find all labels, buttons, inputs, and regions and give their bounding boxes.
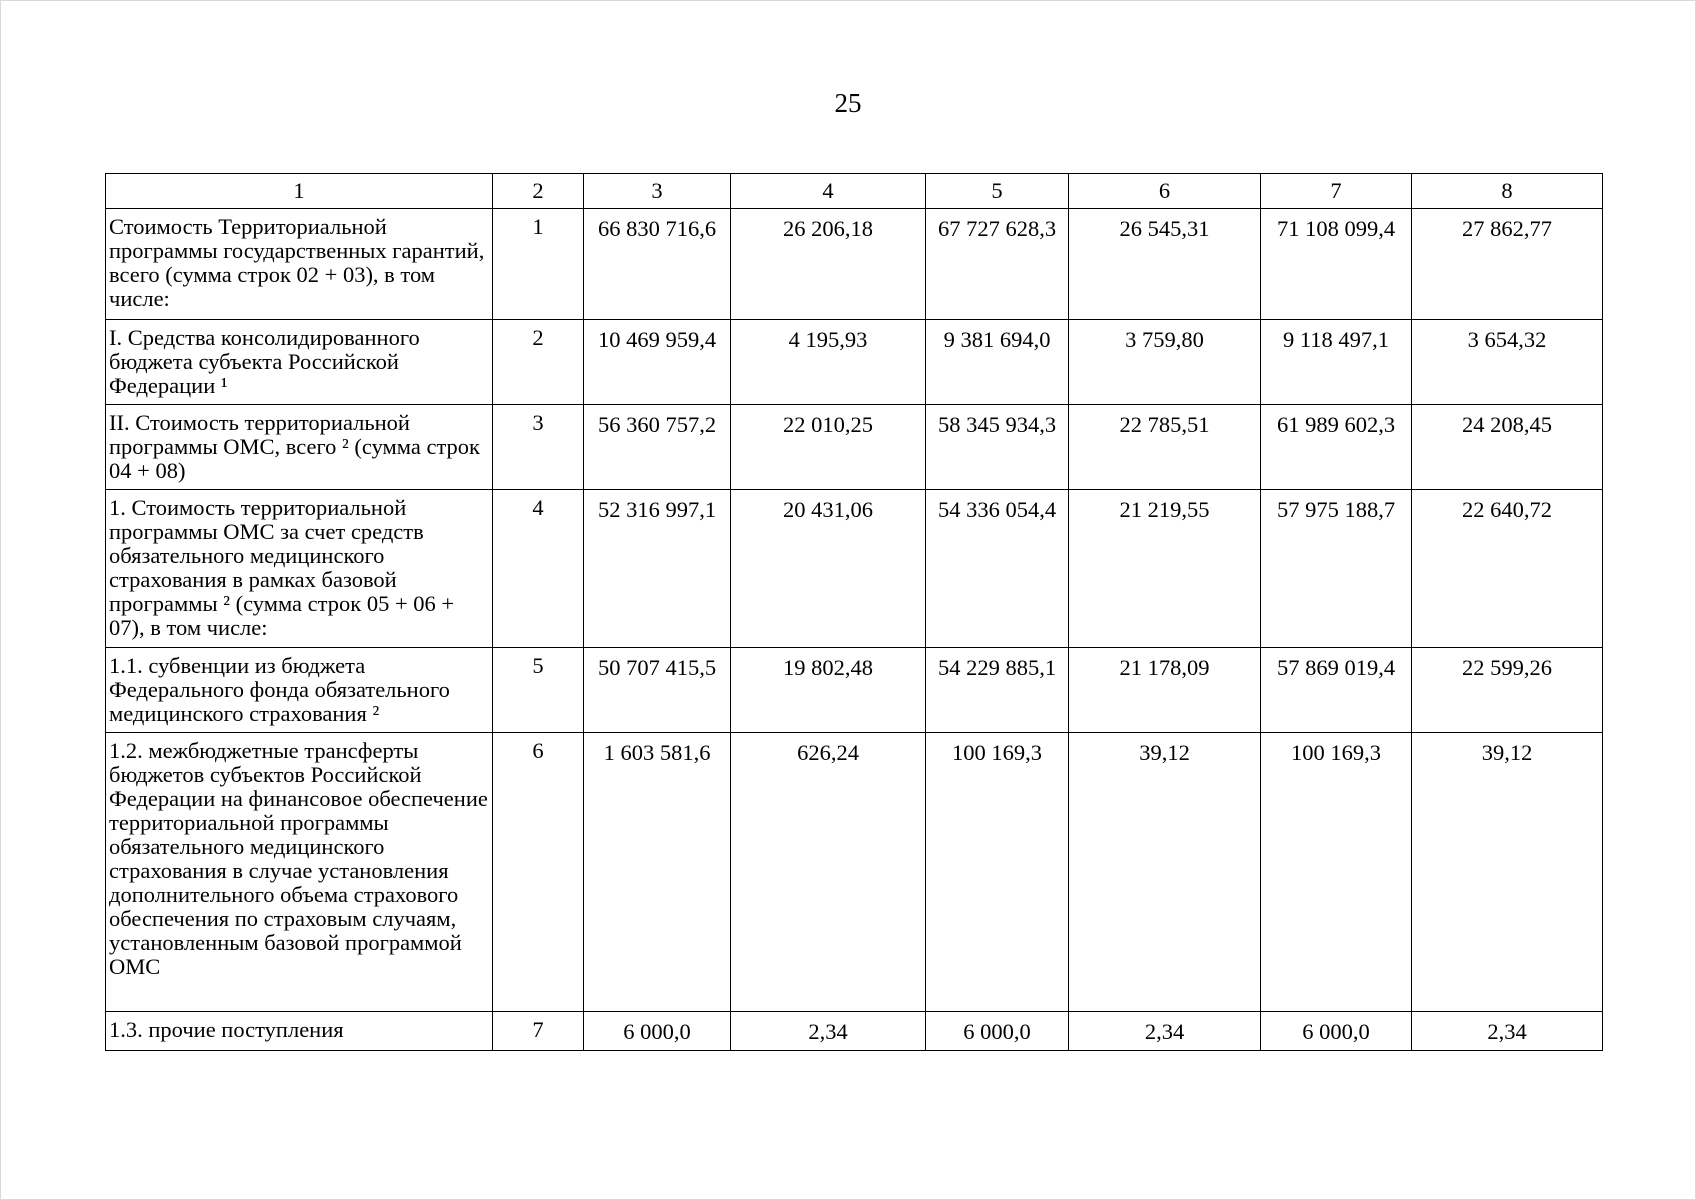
row-label: II. Стоимость территориальной программы ОМС, всего ² (сумма строк 04 + 08) [106, 405, 493, 490]
value-cell: 22 010,25 [731, 405, 926, 490]
row-label: I. Средства консолидированного бюджета субъекта Российской Федерации ¹ [106, 320, 493, 405]
value-cell: 3 759,80 [1069, 320, 1261, 405]
row-code: 7 [493, 1012, 584, 1051]
value-cell: 2,34 [1069, 1012, 1261, 1051]
value-cell: 56 360 757,2 [584, 405, 731, 490]
value-cell: 1 603 581,6 [584, 733, 731, 1012]
table-row [106, 405, 1603, 490]
value-cell: 4 195,93 [731, 320, 926, 405]
value-cell: 57 869 019,4 [1261, 648, 1412, 733]
table-row [106, 733, 1603, 1012]
value-cell: 54 336 054,4 [926, 490, 1069, 648]
value-cell: 66 830 716,6 [584, 209, 731, 320]
value-cell: 6 000,0 [926, 1012, 1069, 1051]
value-cell: 21 219,55 [1069, 490, 1261, 648]
value-cell: 100 169,3 [1261, 733, 1412, 1012]
page-number: 25 [834, 88, 862, 118]
value-cell: 26 545,31 [1069, 209, 1261, 320]
table-row [106, 490, 1603, 648]
column-number: 5 [926, 174, 1069, 209]
column-number: 8 [1412, 174, 1603, 209]
row-code: 6 [493, 733, 584, 1012]
table-row [106, 209, 1603, 320]
row-code: 3 [493, 405, 584, 490]
value-cell: 39,12 [1069, 733, 1261, 1012]
value-cell: 10 469 959,4 [584, 320, 731, 405]
row-label: 1.2. межбюджетные трансферты бюджетов субъектов Российской Федерации на финансовое обеспечение территориальной программы обязательного медицинского страхования в случае установления дополнительного объема страхового обеспечения по страховым случаям, установленным базовой программой ОМС [106, 733, 493, 1012]
value-cell: 2,34 [731, 1012, 926, 1051]
row-label: 1.1. субвенции из бюджета Федерального фонда обязательного медицинского страхования ² [106, 648, 493, 733]
value-cell: 24 208,45 [1412, 405, 1603, 490]
value-cell: 626,24 [731, 733, 926, 1012]
value-cell: 50 707 415,5 [584, 648, 731, 733]
value-cell: 22 640,72 [1412, 490, 1603, 648]
budget-table [105, 173, 1603, 1051]
value-cell: 54 229 885,1 [926, 648, 1069, 733]
value-cell: 100 169,3 [926, 733, 1069, 1012]
value-cell: 9 118 497,1 [1261, 320, 1412, 405]
column-number: 7 [1261, 174, 1412, 209]
value-cell: 26 206,18 [731, 209, 926, 320]
value-cell: 58 345 934,3 [926, 405, 1069, 490]
value-cell: 9 381 694,0 [926, 320, 1069, 405]
column-number: 6 [1069, 174, 1261, 209]
column-number: 1 [106, 174, 493, 209]
value-cell: 6 000,0 [584, 1012, 731, 1051]
row-code: 4 [493, 490, 584, 648]
row-code: 2 [493, 320, 584, 405]
value-cell: 21 178,09 [1069, 648, 1261, 733]
column-number: 4 [731, 174, 926, 209]
value-cell: 39,12 [1412, 733, 1603, 1012]
row-label: 1.3. прочие поступления [106, 1012, 493, 1051]
value-cell: 22 599,26 [1412, 648, 1603, 733]
row-label: 1. Стоимость территориальной программы ОМС за счет средств обязательного медицинского страхования в рамках базовой программы ² (сумма строк 05 + 06 + 07), в том числе: [106, 490, 493, 648]
value-cell: 27 862,77 [1412, 209, 1603, 320]
value-cell: 20 431,06 [731, 490, 926, 648]
column-number-row [106, 174, 1603, 209]
column-number: 3 [584, 174, 731, 209]
value-cell: 61 989 602,3 [1261, 405, 1412, 490]
table-row [106, 648, 1603, 733]
table-row [106, 1012, 1603, 1051]
value-cell: 71 108 099,4 [1261, 209, 1412, 320]
value-cell: 22 785,51 [1069, 405, 1261, 490]
value-cell: 2,34 [1412, 1012, 1603, 1051]
value-cell: 52 316 997,1 [584, 490, 731, 648]
row-code: 1 [493, 209, 584, 320]
value-cell: 3 654,32 [1412, 320, 1603, 405]
row-label: Стоимость Территориальной программы государственных гарантий, всего (сумма строк 02 + 03), в том числе: [106, 209, 493, 320]
value-cell: 6 000,0 [1261, 1012, 1412, 1051]
column-number: 2 [493, 174, 584, 209]
value-cell: 57 975 188,7 [1261, 490, 1412, 648]
row-code: 5 [493, 648, 584, 733]
value-cell: 67 727 628,3 [926, 209, 1069, 320]
value-cell: 19 802,48 [731, 648, 926, 733]
table-row [106, 320, 1603, 405]
